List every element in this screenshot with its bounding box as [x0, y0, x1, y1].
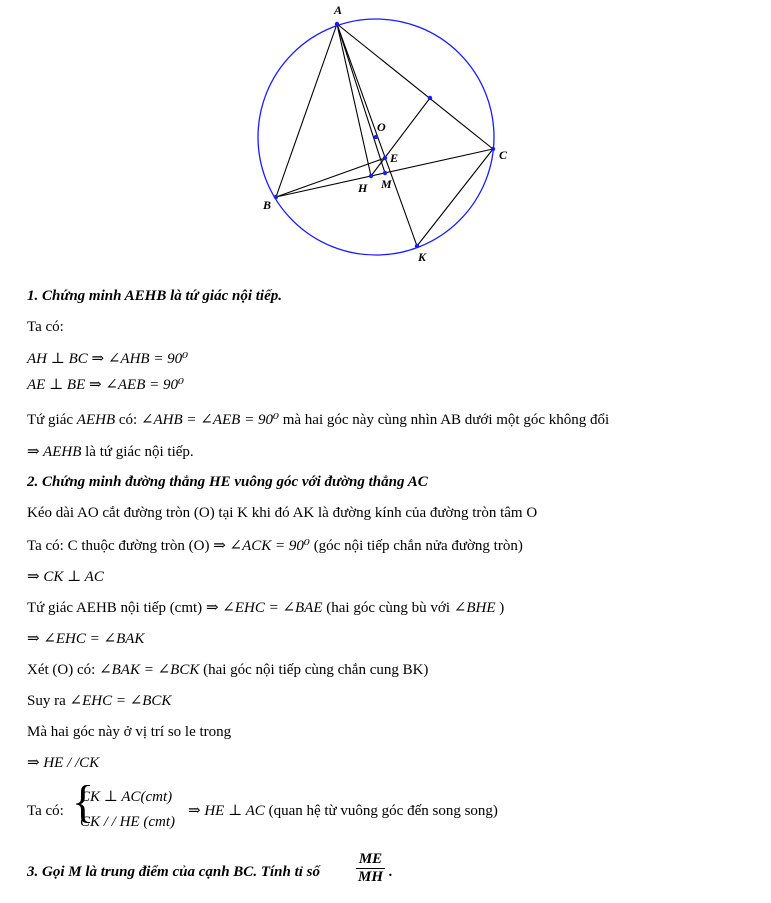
- section2-line5: ⇒ ∠EHC = ∠BAK: [27, 631, 145, 647]
- point-a: [335, 22, 339, 26]
- segment-am: [337, 24, 385, 173]
- section1-line4-math: ⇒ AEHB: [27, 444, 82, 460]
- section1-eq1: AH ⊥ BC ⇒ ∠AHB = 90⁰: [27, 351, 189, 367]
- section2-line10: [188, 801, 498, 821]
- section2-line3: ⇒ CK ⊥ AC: [27, 569, 104, 585]
- label-k: K: [418, 250, 427, 264]
- section1-title-pre: 1. Chứng minh: [27, 288, 122, 304]
- section3-title-mid: là trung điểm của cạnh: [85, 864, 230, 880]
- section2-title-mid: vuông góc với đường thẳng: [234, 474, 405, 490]
- section1-title-math: AEHB: [124, 288, 167, 304]
- section2-title: [27, 472, 428, 492]
- section3-title: [27, 862, 320, 882]
- segment-be: [276, 158, 385, 197]
- section3-title-mid2: . Tính tỉ số: [253, 864, 320, 880]
- section2-line10-post: (quan hệ từ vuông góc đến song song): [268, 803, 498, 819]
- label-e: E: [390, 151, 399, 165]
- segment-ab: [276, 24, 337, 197]
- section2-line8: Mà hai góc này ở vị trí so le trong: [27, 724, 232, 740]
- section2-title-pre: 2. Chứng minh đường thẳng: [27, 474, 206, 490]
- section2-line7: [27, 691, 171, 711]
- section1-eq2: AE ⊥ BE ⇒ ∠AEB = 90⁰: [27, 377, 185, 393]
- section3-title-end: .: [389, 864, 393, 880]
- section2-title-math2: AC: [407, 474, 428, 490]
- section2-title-math1: HE: [208, 474, 231, 490]
- section2-line2-math: ⇒ ∠ACK = 90⁰: [213, 538, 310, 554]
- ratio-fraction: [356, 851, 385, 886]
- section2-line2-post: (góc nội tiếp chắn nửa đường tròn): [313, 538, 523, 554]
- section2-line6-post: (hai góc nội tiếp cùng chắn cung BK): [203, 662, 429, 678]
- point-b: [274, 195, 278, 199]
- segment-he: [371, 98, 430, 176]
- section2-line7-math: ∠EHC = ∠BCK: [69, 693, 172, 709]
- label-m: M: [381, 177, 392, 191]
- label-a: A: [334, 3, 343, 17]
- section1-line3: [27, 410, 609, 430]
- section1-line3-pre: Tứ giác: [27, 412, 74, 428]
- section2-line4-post: ): [499, 600, 505, 616]
- section1-line3-post: mà hai góc này cùng nhìn AB dưới một góc không đổi: [282, 412, 610, 428]
- section2-line6: [27, 660, 428, 680]
- point-c: [491, 147, 495, 151]
- point-h: [369, 174, 373, 178]
- section2-line9: ⇒ HE / /CK: [27, 755, 100, 771]
- section2-line7-pre: Suy ra: [27, 693, 66, 709]
- system-eq2: CK / / HE (cmt): [80, 814, 175, 830]
- section2-line1: Kéo dài AO cắt đường tròn (O) tại K khi đó AK là đường kính của đường tròn tâm O: [27, 505, 538, 521]
- fraction-numerator: ME: [356, 851, 385, 869]
- point-m: [383, 171, 387, 175]
- section1-title: [27, 286, 282, 306]
- section2-line4-mid: (hai góc cùng bù với: [326, 600, 451, 616]
- segment-ak: [337, 24, 417, 246]
- point-k: [415, 244, 419, 248]
- section1-title-post: là tứ giác nội tiếp.: [170, 288, 282, 304]
- section1-line3-math2: ∠AHB = ∠AEB = 90⁰: [140, 412, 279, 428]
- section2-line4-math: ⇒ ∠EHC = ∠BAE: [205, 600, 323, 616]
- system-eq1: CK ⊥ AC(cmt): [80, 789, 173, 805]
- point-foot: [428, 96, 432, 100]
- point-e: [383, 156, 387, 160]
- section2-line10-math: ⇒ HE ⊥ AC: [188, 803, 265, 819]
- section2-line2-pre: Ta có: C thuộc đường tròn (O): [27, 538, 210, 554]
- section1-line3-mid: có:: [118, 412, 138, 428]
- section3-title-math2: BC: [233, 864, 254, 880]
- section2-line2: [27, 536, 523, 556]
- label-b: B: [263, 198, 272, 212]
- label-h: H: [358, 181, 368, 195]
- section2-line4-math2: ∠BHE: [453, 600, 496, 616]
- section1-line3-math1: AEHB: [76, 412, 116, 428]
- figure-lines: [276, 24, 493, 246]
- section1-line4: [27, 442, 194, 462]
- section2-line4: [27, 598, 504, 618]
- label-o: O: [377, 120, 386, 134]
- section2-line6-math: ∠BAK = ∠BCK: [99, 662, 200, 678]
- label-c: C: [499, 148, 508, 162]
- section1-ta-co: Ta có:: [27, 319, 64, 335]
- section2-line10-pre: Ta có:: [27, 803, 64, 819]
- section3-title-math1: M: [68, 864, 82, 880]
- system-brace: {: [72, 776, 95, 827]
- geometry-figure: [0, 0, 771, 275]
- fraction-denominator: MH: [358, 869, 384, 885]
- section2-line4-pre: Tứ giác AEHB nội tiếp (cmt): [27, 600, 203, 616]
- point-o: [374, 135, 378, 139]
- section1-line4-post: là tứ giác nội tiếp.: [85, 444, 194, 460]
- section2-line6-pre: Xét (O) có:: [27, 662, 96, 678]
- section3-title-pre: 3. Gọi: [27, 864, 65, 880]
